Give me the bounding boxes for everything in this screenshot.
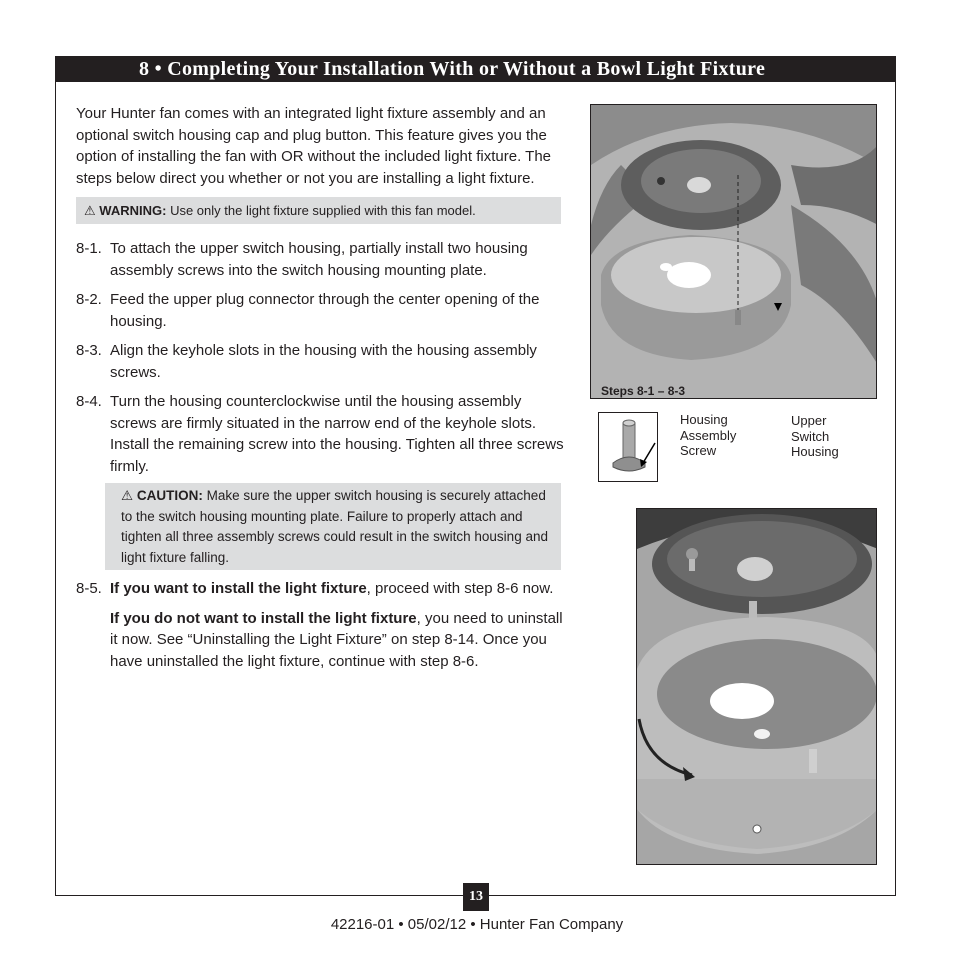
- step-number: 8-3.: [76, 342, 102, 359]
- step-number: 8-4.: [76, 393, 102, 410]
- step-5-bold-1: If you want to install the light fixture: [110, 580, 367, 597]
- step-8-3: [76, 340, 566, 383]
- step-number: 8-1.: [76, 240, 102, 257]
- step-8-5: [76, 578, 566, 600]
- intro-paragraph: Your Hunter fan comes with an integrated light fixture assembly and an optional switch housing cap and plug button. This feature gives you the option of installing the fan with OR without the included light fixture. The steps below direct you whether or not you are installing a light fixture.: [76, 105, 551, 187]
- step-number: 8-2.: [76, 291, 102, 308]
- steps-8-1-8-3-illustration: [590, 104, 877, 399]
- step-text: Feed the upper plug connector through the center opening of the housing.: [110, 291, 540, 330]
- rotation-drawing: [637, 509, 877, 865]
- housing-rotation-illustration: [636, 508, 877, 865]
- step-8-5-alternative: [110, 608, 566, 673]
- callout-housing-assembly-screw: [680, 412, 736, 459]
- step-5-bold-2: If you do not want to install the light fixture: [110, 609, 417, 627]
- housing-screw-detail: [598, 412, 658, 482]
- callout-line: Switch: [791, 428, 830, 444]
- footer-text: 42216-01 • 05/02/12 • Hunter Fan Company: [330, 916, 624, 933]
- instructions-column: [76, 103, 566, 672]
- caution-box: [105, 483, 561, 570]
- step-text: Align the keyhole slots in the housing with the housing assembly screws.: [110, 342, 537, 381]
- callout-line: Assembly: [680, 427, 737, 443]
- exploded-housing-drawing: [591, 105, 877, 399]
- warning-text: Use only the light fixture supplied with this fan model.: [170, 203, 476, 218]
- step-number: 8-5.: [76, 580, 102, 597]
- callout-line: Housing: [680, 412, 728, 427]
- callout-upper-switch-housing: [791, 413, 839, 460]
- step-5-text-1: , proceed with step 8-6 now.: [366, 580, 554, 597]
- step-8-1: [76, 238, 566, 281]
- warning-label: WARNING:: [99, 203, 167, 218]
- step-8-2: [76, 289, 566, 332]
- callout-line: Screw: [680, 443, 717, 458]
- warning-icon: ⚠: [84, 203, 96, 218]
- figure-caption: Steps 8-1 – 8-3: [601, 384, 686, 398]
- step-text: Turn the housing counterclockwise until the housing assembly screws are firmly situated in the narrow end of the keyhole slots. Install the remaining screw into the housing. Tighten all three screws firmly.: [110, 393, 564, 475]
- screw-icon: [599, 413, 658, 482]
- page-number: 13: [463, 883, 489, 911]
- caution-label: CAUTION:: [136, 488, 203, 503]
- step-5-text-2: , you need to uninstall it now. See “Uninstalling the Light Fixture” on step 8-14. Once you have uninstalled the light fixture, continue with step 8-6.: [110, 609, 563, 670]
- caution-icon: ⚠: [121, 488, 134, 503]
- callout-line: Upper: [791, 413, 827, 428]
- section-title: 8 • Completing Your Installation With or Without a Bowl Light Fixture: [55, 56, 896, 82]
- step-8-4: [76, 391, 566, 477]
- step-text: [110, 578, 566, 600]
- step-text: To attach the upper switch housing, partially install two housing assembly screws into the switch housing mounting plate.: [110, 240, 528, 279]
- caution-text: Make sure the upper switch housing is securely attached to the switch housing mounting plate. Failure to properly attach and tighten all three assembly screws could result in the switch housing and light fixture falling.: [121, 488, 548, 565]
- warning-box: [76, 197, 561, 224]
- callout-line: Housing: [791, 444, 839, 459]
